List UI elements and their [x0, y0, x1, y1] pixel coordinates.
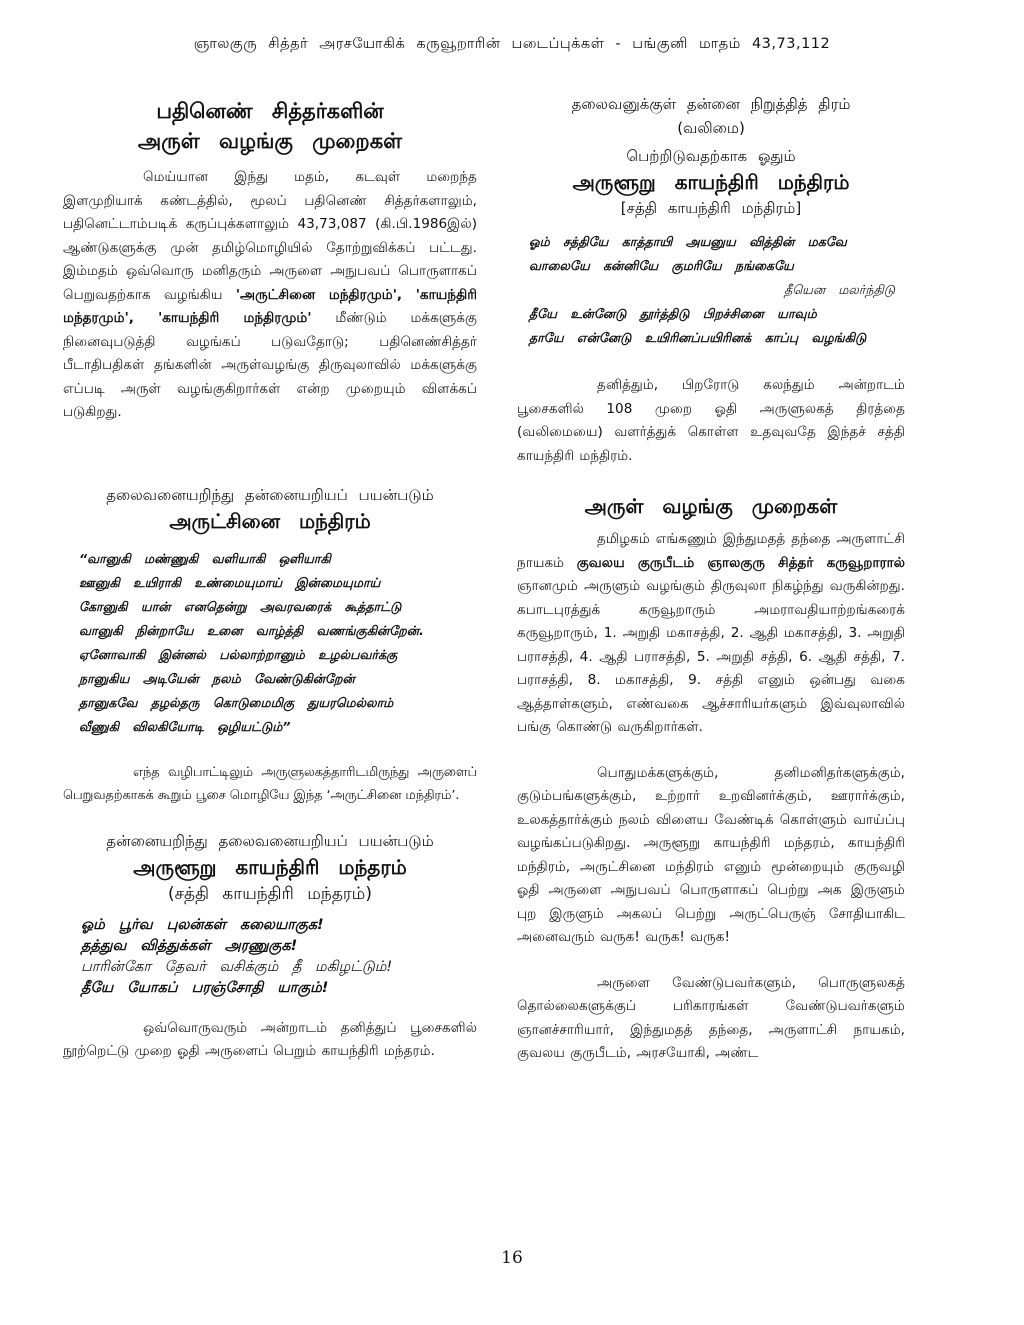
verse-line: தானுகவே தழல்தரு கொடுமைமிகு துயரமெல்லாம்	[79, 694, 394, 710]
verse-line: தீயே யோகப் பரஞ்சோதி யாகும்!	[81, 979, 329, 996]
section2-title: அருட்சினை மந்திரம்	[169, 508, 371, 533]
section3-subtitle: தன்னையறிந்து தலைவனையறியப் பயன்படும்	[106, 831, 434, 850]
intro-paragraph	[63, 166, 477, 425]
kayanthiri-verse	[63, 915, 477, 999]
left-title-line2: அருள் வழங்கு முறைகள்	[137, 129, 403, 153]
right-top-subtitle: தலைவனுக்குள் தன்னை நிறுத்தித் திரம்	[571, 95, 851, 113]
verse-line: ஊனுகி உயிராகி உண்மையுமாய் இன்மையுமாய்	[79, 574, 381, 590]
verse-line: தத்துவ வித்துக்கள் அரணுகுக!	[81, 937, 298, 954]
left-column	[63, 96, 477, 1064]
right-top-bracket: [சத்தி காயந்திரி மந்திரம்]	[620, 199, 802, 217]
verse-line: ஓம் சத்தியே காத்தாயி அயனுய வித்தின் மகவே	[529, 234, 847, 249]
right-paragraph3: பொதுமக்களுக்கும், தனிமனிதர்களுக்கும், குடும்பங்களுக்கும், உற்றார் உறவினர்க்கும், ஊரார்க்கும், உலகத்தார்க்கும் நலம் விளைய வேண்டிக் கொள்ளும் வாய்ப்பு வழங்கப்படுகிறது. அருளூறு காயந்திரி மந்தரம், காயந்திரி மந்திரம், அருட்சினை மந்திரம் எனும் மூன்றையும் குருவழி ஓதி அருளை அநுபவப் பொருளாகப் பெற்று அக இருளும் புற இருளும் அகலப் பெற்று அருட்பெருஞ் சோதியாகிட அனைவரும் வருக! வருக! வருக!	[517, 764, 905, 945]
page-number: 16	[501, 1248, 523, 1268]
verse1-note: எந்த வழிபாட்டிலும் அருளுலகத்தாரிடமிருந்து அருளைப் பெறுவதற்காகக் கூறும் பூசை மொழியே இந்த ‘அருட்சினை மந்திரம்’.	[63, 764, 477, 803]
verse-line: வீணுகி விலகியோடி ஒழியட்டும்”	[79, 718, 291, 734]
verse-line: தீயே உன்னேடு தூர்த்திடு பிறச்சினை யாவும்	[529, 306, 817, 321]
verse-line: “வானுகி மண்ணுகி வளியாகி ஒளியாகி	[79, 550, 331, 566]
intro-text: மெய்யான இந்து மதம், கடவுள் மறைந்த இளமுறியாக் கண்டத்தில், மூலப் பதினெண் சித்தர்களாலும், பதினெட்டாம்படிக் கருப்புக்களாலும் 43,73,087 (கி.பி.1986இல்) ஆண்டுகளுக்கு முன் தமிழ்மொழியில் தோற்றுவிக்கப் பட்டது. இம்மதம் ஒவ்வொரு மனிதரும் அருளை அநுபவப் பொருளாகப் பெறுவதற்காக வழங்கிய	[63, 169, 477, 303]
intro-rest-text: மீண்டும் மக்களுக்கு நினைவுபடுத்தி வழங்கப் படுவதோடு; பதினெண்சித்தர் பீடாதிபதிகள் தங்களின் அருள்வழங்கு திருவுலாவில் மக்களுக்கு எப்படி அருள் வழங்குகிறார்கள் என்ற முறையும் விளக்கப் படுகிறது.	[63, 310, 478, 420]
section2-subtitle: தலைவனையறிந்து தன்னையறியப் பயன்படும்	[106, 485, 434, 504]
right-paragraph4: அருளை வேண்டுபவர்களும், பொருளுலகத் தொல்லைகளுக்குப் பரிகாரங்கள் வேண்டுபவர்களும் ஞானச்சாரியார், இந்துமதத் தந்தை, அருளாட்சி நாயகம், குவலய குருபீடம், அரசயோகி, அண்ட	[517, 974, 905, 1061]
verse-line: கோனுகி யான் எனதென்று அவரவரைக் கூத்தாட்டு	[79, 598, 402, 614]
arutchinai-verse	[63, 547, 477, 739]
verse-line: பாரின்கோ தேவர் வசிக்கும் தீ மகிழட்டும்!	[81, 958, 393, 975]
sathi-verse	[517, 230, 905, 350]
para2-text-b: ஞானமும் அருளும் வழங்கும் திருவுலா நிகழ்ந்து வருகின்றது. கபாடபுரத்துக் கருவூறாரும் அமராவதியாற்றங்கரைக் கருவூறாரும், 1. அறுதி மகாசத்தி, 2. ஆதி மகாசத்தி, 3. அறுதி பராசத்தி, 4. ஆதி பராசத்தி, 5. அறுதி சத்தி, 6. ஆதி சத்தி, 7. பராசத்தி, 8. மகாசத்தி, 9. சத்தி எனும் ஒன்பது வகை ஆத்தாள்களும், எண்வகை ஆச்சாரியர்களும் இவ்வுலாவில் பங்கு கொண்டு வருகிறார்கள்.	[517, 578, 905, 735]
intro-bold-text: 'அருட்சினை மந்திரமும்', 'காயந்திரி மந்தரமும்', 'காயந்திரி மந்திரமும்'	[63, 286, 477, 326]
right-top-subtitle3: பெற்றிடுவதற்காக ஓதும்	[626, 147, 796, 165]
section3-title: அருளூறு காயந்திரி மந்தரம்	[133, 854, 407, 879]
verse-line: தாயே என்னேடு உயிரினப்பயிரினக் காப்பு வழங்கிடு	[529, 330, 867, 345]
right-paragraph2	[517, 528, 905, 740]
left-title-line1: பதினெண் சித்தர்களின்	[156, 99, 384, 123]
verse-line: வானுகி நின்றாயே உனை வாழ்த்தி வணங்குகின்றேன்.	[79, 622, 424, 638]
verse-line: நானுகிய அடியேன் நலம் வேண்டுகின்றேன்	[79, 670, 355, 686]
right-top-subtitle2: (வலிமை)	[677, 119, 745, 137]
right-column	[517, 92, 905, 1066]
closing-paragraph: ஒவ்வொருவரும் அன்றாடம் தனித்துப் பூசைகளில் நூற்றெட்டு முறை ஓதி அருளைப் பெறும் காயந்திரி மந்தரம்.	[63, 1019, 477, 1059]
page-header: ஞாலகுரு சித்தர் அரசயோகிக் கருவூறாரின் படைப்புக்கள் - பங்குனி மாதம் 43,73,112	[193, 36, 831, 52]
verse-line: தீயென மலர்ந்திடு	[784, 282, 895, 297]
right-paragraph1: தனித்தும், பிறரோடு கலந்தும் அன்றாடம் பூசைகளில் 108 முறை ஓதி அருளுலகத் திரத்தை (வலிமையை) வளர்த்துக் கொள்ள உதவுவதே இந்தச் சத்தி காயந்திரி மந்திரம்.	[517, 377, 905, 464]
verse-line: ஓம் பூர்வ புலன்கள் கலையாகுக!	[81, 916, 324, 933]
para2-bold-text: குவலய குருபீடம் ஞாலகுரு சித்தர் கருவூறாரால்	[576, 554, 905, 571]
verse-line: வாலையே கன்னியே குமரியே நங்கையே	[529, 258, 794, 273]
verse-line: ஏனோவாகி இன்னல் பல்லாற்றானும் உழல்பவர்க்கு	[79, 646, 398, 662]
right-top-title: அருளூறு காயந்திரி மந்திரம்	[572, 170, 850, 194]
para2-text-a: தமிழகம் எங்கணும் இந்துமதத் தந்தை அருளாட்சி நாயகம்	[517, 531, 905, 571]
right-section-title: அருள் வழங்கு முறைகள்	[584, 494, 838, 518]
section3-paren: (சத்தி காயந்திரி மந்தரம்)	[167, 883, 372, 904]
